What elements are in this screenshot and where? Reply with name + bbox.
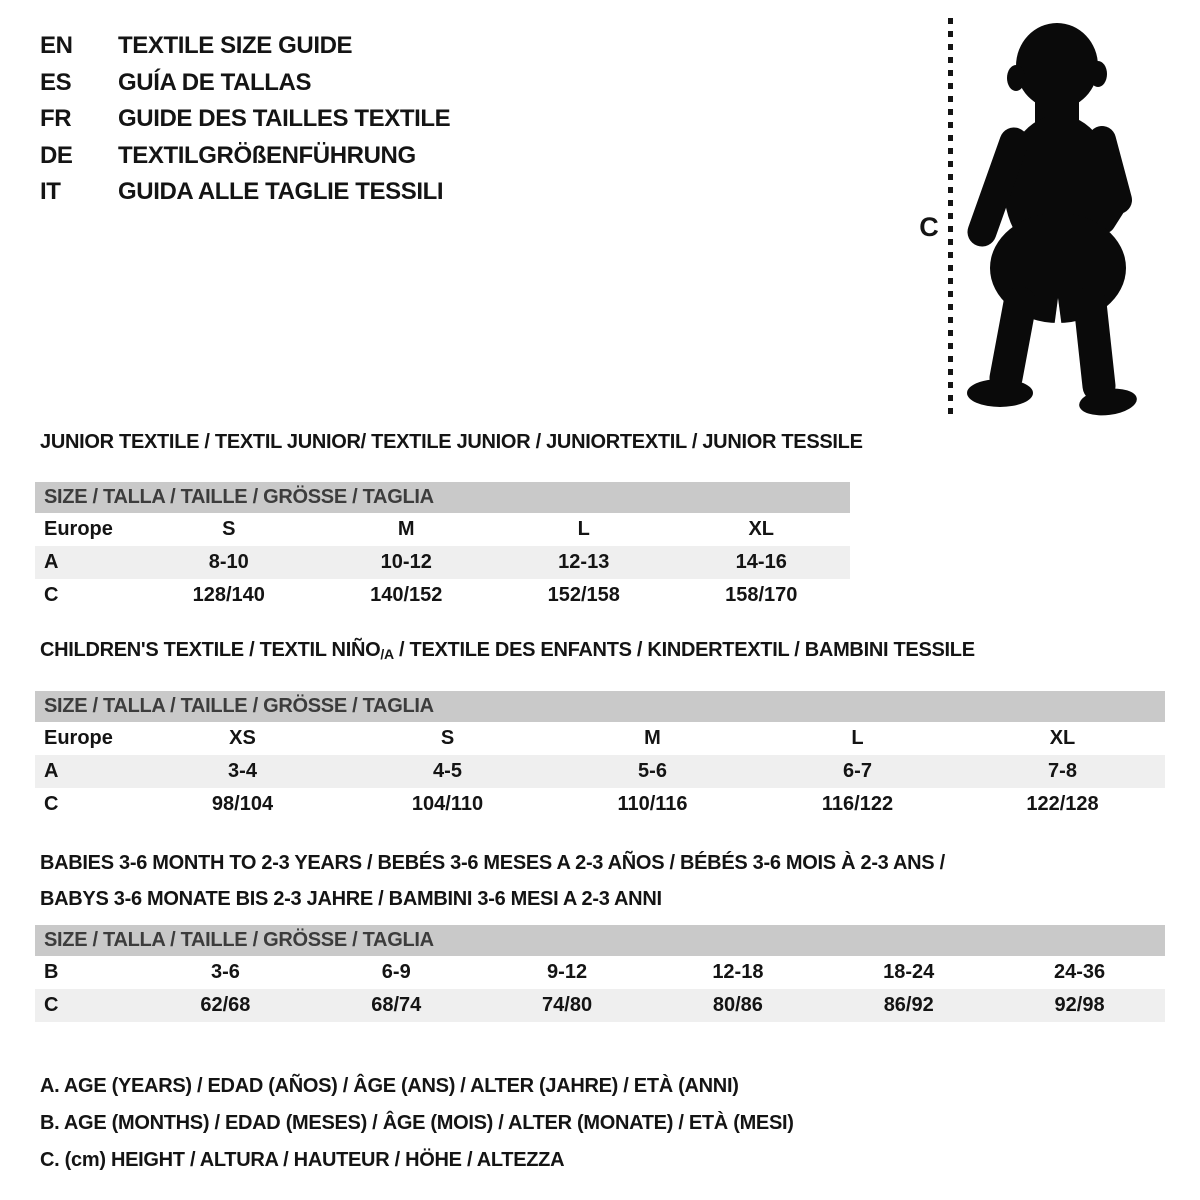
section-title	[40, 430, 863, 454]
table-cell: 110/116	[617, 793, 688, 815]
title-text: BABIES 3-6 MONTH TO 2-3 YEARS / BEBÉS 3-6 MESES A 2-3 AÑOS / BÉBÉS 3-6 MOIS À 2-3 ANS /	[40, 852, 945, 874]
table-cell: 122/128	[1026, 793, 1099, 815]
size-table-children	[35, 691, 1165, 821]
table-row	[35, 956, 1165, 989]
table-cell: 6-9	[381, 961, 411, 983]
table-row	[35, 755, 1165, 788]
row-label: Europe	[44, 727, 113, 749]
row-label: B	[44, 961, 59, 983]
table-row	[35, 546, 850, 579]
title-text: / TEXTILE DES ENFANTS / KINDERTEXTIL / BAMBINI TESSILE	[393, 639, 975, 661]
table-cell: 18-24	[883, 961, 935, 983]
table-cell: 7-8	[1048, 760, 1077, 782]
row-label: Europe	[44, 518, 113, 540]
table-cell: M	[397, 518, 415, 540]
language-title: GUIDE DES TAILLES TEXTILE	[118, 105, 451, 133]
table-cell: 92/98	[1054, 994, 1105, 1016]
table-cell: 116/122	[821, 793, 894, 815]
title-text: BABYS 3-6 MONATE BIS 2-3 JAHRE / BAMBINI 3-6 MESI A 2-3 ANNI	[40, 888, 662, 910]
table-cell: S	[222, 518, 236, 540]
table-cell: 5-6	[638, 760, 667, 782]
table-cell: 152/158	[547, 584, 620, 606]
section-junior-textile	[40, 430, 863, 612]
height-measure-dashed-line	[948, 18, 953, 416]
language-code: FR	[40, 105, 72, 133]
language-row	[40, 174, 450, 211]
language-title: TEXTILGRÖßENFÜHRUNG	[118, 141, 416, 169]
language-title: GUIDA ALLE TAGLIE TESSILI	[118, 178, 444, 206]
table-cell: 12-13	[558, 551, 610, 573]
height-label-c: C	[919, 212, 939, 242]
table-cell: 3-6	[210, 961, 240, 983]
table-cell: 4-5	[433, 760, 462, 782]
table-row	[35, 989, 1165, 1022]
table-cell: XL	[1049, 727, 1076, 749]
title-text: JUNIOR TEXTILE / TEXTIL JUNIOR/ TEXTILE JUNIOR / JUNIORTEXTIL / JUNIOR TESSILE	[40, 431, 863, 453]
language-code: ES	[40, 68, 72, 96]
table-cell: XL	[748, 518, 775, 540]
section-title	[40, 638, 1165, 663]
table-cell: 86/92	[883, 994, 934, 1016]
row-label: C	[44, 584, 59, 606]
table-cell: XS	[229, 727, 256, 749]
language-code: IT	[40, 178, 61, 206]
table-cell: 74/80	[542, 994, 593, 1016]
table-cell: 98/104	[211, 793, 274, 815]
language-row	[40, 101, 450, 138]
section-title-line	[40, 638, 1165, 663]
table-cell: 9-12	[547, 961, 588, 983]
row-label: A	[44, 551, 59, 573]
language-row	[40, 138, 450, 175]
language-row	[40, 65, 450, 102]
title-subscript: /A	[380, 646, 394, 662]
table-cell: M	[644, 727, 661, 749]
section-title	[40, 845, 1165, 917]
table-cell: 140/152	[370, 584, 443, 606]
section-title-line	[40, 881, 1165, 917]
table-cell: 6-7	[843, 760, 872, 782]
size-table-babies	[35, 925, 1165, 1022]
section-babies-textile	[40, 845, 1165, 1022]
row-label: A	[44, 760, 59, 782]
title-text: CHILDREN'S TEXTILE / TEXTIL NIÑO	[40, 639, 381, 661]
language-row	[40, 28, 450, 65]
table-cell: 10-12	[380, 551, 432, 573]
size-table-header: SIZE / TALLA / TAILLE / GRÖSSE / TAGLIA	[35, 691, 1165, 722]
table-cell: 8-10	[208, 551, 249, 573]
table-cell: 128/140	[192, 584, 265, 606]
size-table-junior	[35, 482, 850, 612]
language-title: TEXTILE SIZE GUIDE	[118, 32, 353, 60]
table-cell: 14-16	[735, 551, 787, 573]
row-label: C	[44, 793, 59, 815]
table-cell: 62/68	[200, 994, 251, 1016]
language-title: GUÍA DE TALLAS	[118, 68, 312, 96]
table-cell: 3-4	[228, 760, 257, 782]
legend-line: B. AGE (MONTHS) / EDAD (MESES) / ÂGE (MOIS) / ALTER (MONATE) / ETÀ (MESI)	[40, 1112, 794, 1134]
toddler-silhouette-graphic	[958, 18, 1148, 418]
section-title-line	[40, 845, 1165, 881]
table-cell: L	[851, 727, 864, 749]
table-cell: 158/170	[725, 584, 798, 606]
section-childrens-textile	[40, 638, 1165, 821]
table-cell: 80/86	[712, 994, 763, 1016]
legend-line: C. (cm) HEIGHT / ALTURA / HAUTEUR / HÖHE / ALTEZZA	[40, 1149, 565, 1171]
table-cell: 12-18	[712, 961, 764, 983]
table-cell: 104/110	[411, 793, 484, 815]
section-title-line	[40, 430, 863, 454]
language-list	[40, 28, 450, 211]
table-cell: 68/74	[371, 994, 422, 1016]
table-cell: S	[440, 727, 455, 749]
table-row	[35, 722, 1165, 755]
legend-line: A. AGE (YEARS) / EDAD (AÑOS) / ÂGE (ANS) / ALTER (JAHRE) / ETÀ (ANNI)	[40, 1075, 739, 1097]
table-row	[35, 788, 1165, 821]
table-row	[35, 579, 850, 612]
size-table-header: SIZE / TALLA / TAILLE / GRÖSSE / TAGLIA	[35, 925, 1165, 956]
size-table-header: SIZE / TALLA / TAILLE / GRÖSSE / TAGLIA	[35, 482, 850, 513]
row-label: C	[44, 994, 59, 1016]
language-code: DE	[40, 141, 73, 169]
table-row	[35, 513, 850, 546]
language-code: EN	[40, 32, 73, 60]
table-cell: 24-36	[1053, 961, 1106, 983]
measurement-legend	[40, 1068, 794, 1179]
table-cell: L	[577, 518, 590, 540]
